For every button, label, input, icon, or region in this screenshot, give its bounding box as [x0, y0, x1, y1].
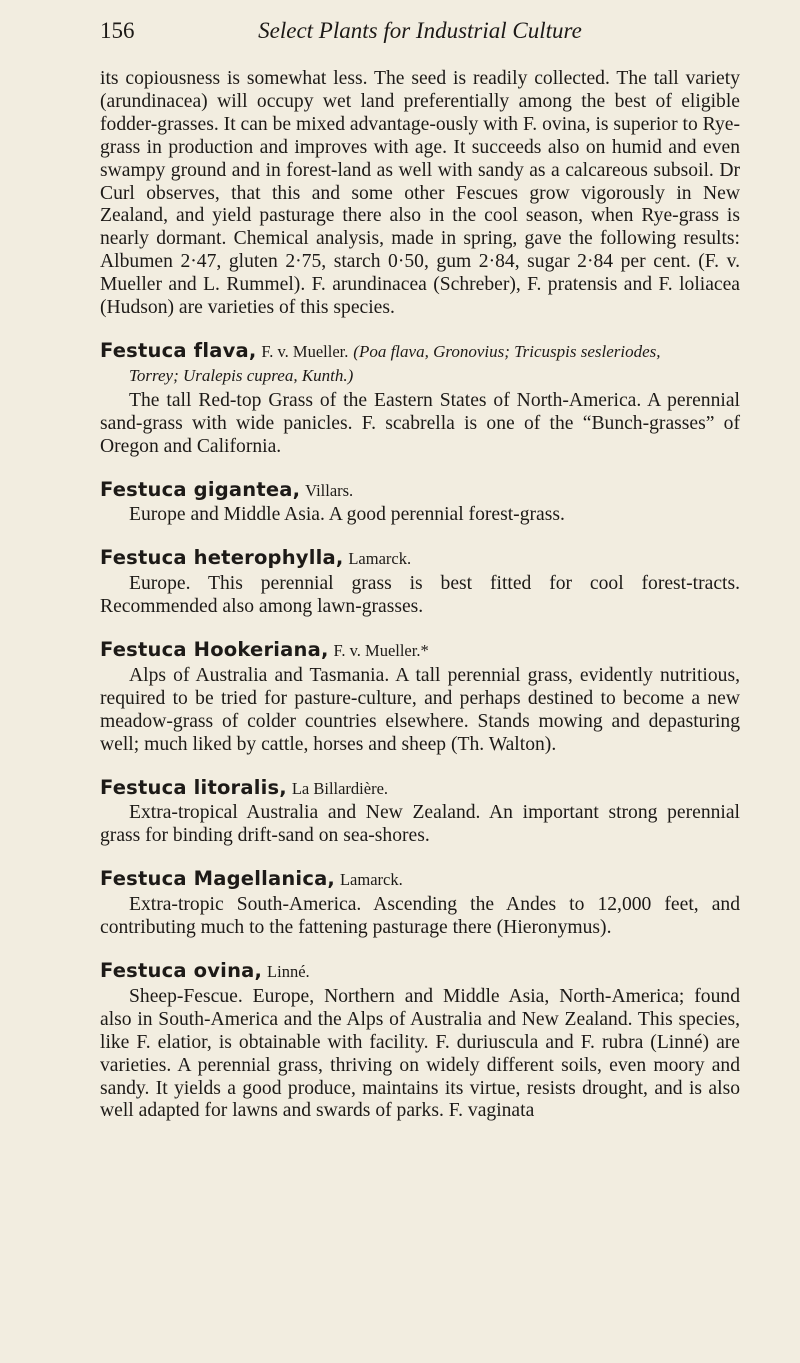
running-title: Select Plants for Industrial Culture: [258, 18, 582, 43]
entry-heading: [100, 479, 740, 503]
species-authority: Lamarck.: [348, 549, 412, 569]
species-authority: La Billardière.: [291, 778, 389, 798]
species-name: Festuca Hookeriana,: [100, 638, 329, 662]
page-header: [100, 18, 740, 52]
species-authority: Lamarck.: [339, 870, 403, 890]
species-name: Festuca heterophylla,: [100, 546, 344, 570]
entry-heading: [100, 960, 740, 984]
species-authority: Villars.: [305, 480, 354, 500]
species-authority: Linné.: [267, 962, 310, 981]
continued-paragraph: its copiousness is somewhat less. The seed is readily collected. The tall variety (arundinacea) will occupy wet land preferentially among the best of eligible fodder-grasses. It can be mixed advantage-ously with F. ovina, is superior to Rye-grass in production and improves with age. It succeeds also on humid and even swampy ground and in forest-land as well with sandy as a calcareous subsoil. Dr Curl observes, that this and some other Fescues grow vigorously in New Zealand, and yield pasturage there also in the cool season, when Rye-grass is nearly dormant. Chemical analysis, made in spring, gave the following results: Albumen 2·47, gluten 2·75, starch 0·50, gum 2·84, sugar 2·84 per cent. (F. v. Mueller and L. Rummel). F. arundinacea (Schreber), F. pratensis and F. loliacea (Hudson) are varieties of this species.: [100, 68, 740, 319]
entry-festuca-magellanica: [100, 868, 740, 940]
entry-festuca-litoralis: [100, 777, 740, 849]
species-synonyms-continued: Torrey; Uralepis cuprea, Kunth.): [129, 365, 354, 385]
species-synonyms: (Poa flava, Gronovius; Tricuspis sesleriodes,: [353, 341, 661, 361]
page-number: 156: [100, 18, 135, 43]
entry-description: Sheep-Fescue. Europe, Northern and Middle Asia, North-America; found also in South-America and the Alps of Australia and New Zealand. This species, like F. elatior, is obtainable with facility. F. duriuscula and F. rubra (Linné) are varieties. A perennial grass, thriving on widely different soils, even moory and sandy. It yields a good produce, maintains its virtue, resists drought, and is also well adapted for lawns and swards of parks. F. vaginata: [100, 985, 740, 1122]
species-name: Festuca ovina,: [100, 959, 263, 982]
species-authority: F. v. Mueller.: [261, 341, 349, 361]
entry-description: Europe. This perennial grass is best fitted for cool forest-tracts. Recommended also among lawn-grasses.: [100, 573, 740, 618]
page-body: [100, 68, 740, 1123]
entry-description: Extra-tropical Australia and New Zealand. An important strong perennial grass for binding drift-sand on sea-shores.: [100, 802, 740, 847]
species-name: Festuca Magellanica,: [100, 867, 336, 891]
species-name: Festuca litoralis,: [100, 775, 287, 799]
entry-heading: [100, 639, 740, 663]
entry-heading: [100, 777, 740, 801]
entry-heading: [100, 340, 740, 364]
entry-festuca-heterophylla: [100, 547, 740, 619]
entry-description: Alps of Australia and Tasmania. A tall perennial grass, evidently nutritious, required to be tried for pasture-culture, and perhaps destined to become a new meadow-grass of colder countries elsewhere. Stands mowing and depasturing well; much liked by cattle, horses and sheep (Th. Walton).: [100, 664, 740, 755]
entry-heading: [100, 547, 740, 571]
entry-description: The tall Red-top Grass of the Eastern States of North-America. A perennial sand-grass with wide panicles. F. scabrella is one of the “Bunch-grasses” of Oregon and California.: [100, 389, 740, 457]
entry-festuca-ovina: [100, 960, 740, 1123]
species-name: Festuca flava,: [100, 338, 257, 362]
entry-heading: [100, 868, 740, 892]
species-authority: F. v. Mueller.*: [333, 641, 429, 661]
entry-description: Extra-tropic South-America. Ascending the Andes to 12,000 feet, and contributing much to the fattening pasturage there (Hieronymus).: [100, 894, 740, 939]
entry-festuca-flava: [100, 340, 740, 459]
species-name: Festuca gigantea,: [100, 477, 301, 501]
entry-festuca-gigantea: [100, 479, 740, 528]
entry-description: Europe and Middle Asia. A good perennial forest-grass.: [129, 504, 565, 526]
entry-festuca-hookeriana: [100, 639, 740, 757]
